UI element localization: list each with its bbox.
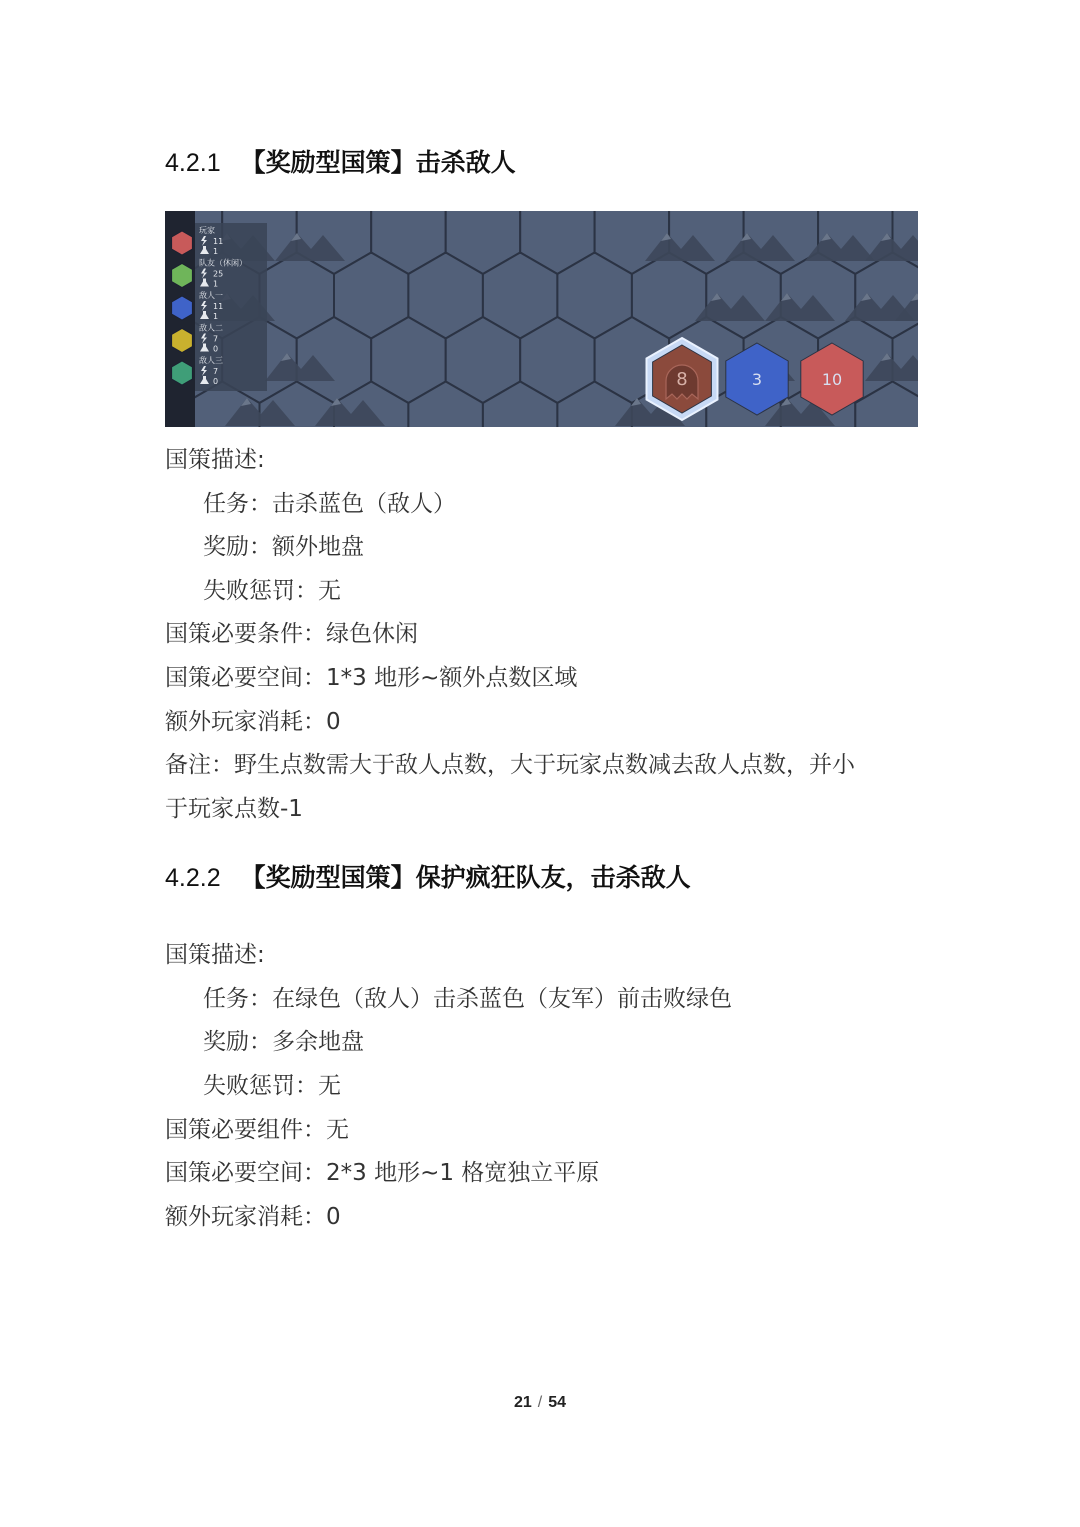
page-separator: / — [537, 1394, 543, 1411]
page-current: 21 — [513, 1394, 532, 1411]
condition-line: 国策必要条件：绿色休闲 — [165, 621, 418, 647]
page-footer — [0, 1394, 1080, 1412]
tile-value: 3 — [751, 370, 763, 389]
player-power: 7 — [213, 334, 219, 344]
player-name: 玩家 — [199, 226, 215, 235]
section-title: 【奖励型国策】保护疯狂队友，击杀敌人 — [240, 863, 691, 892]
tile-value: 10 — [821, 370, 843, 389]
note-line-2: 于玩家点数-1 — [165, 796, 303, 822]
player-units: 1 — [213, 247, 219, 256]
player-units: 0 — [213, 377, 219, 386]
board-tiles — [647, 338, 864, 420]
section-title: 【奖励型国策】击杀敌人 — [240, 148, 516, 177]
player-units: 1 — [213, 312, 219, 321]
desc-label: 国策描述: — [165, 942, 265, 968]
reward-line: 奖励：额外地盘 — [203, 534, 364, 560]
cost-line: 额外玩家消耗：0 — [165, 1204, 341, 1230]
player-name: 敌人一 — [199, 291, 223, 300]
player-name: 敌人三 — [199, 356, 223, 365]
task-line: 任务：击杀蓝色（敌人） — [203, 491, 456, 517]
space-line: 国策必要空间：1*3 地形~额外点数区域 — [165, 665, 578, 691]
penalty-line: 失败惩罚：无 — [203, 1073, 341, 1099]
reward-line: 奖励：多余地盘 — [203, 1029, 364, 1055]
page-total: 54 — [548, 1394, 567, 1411]
section-number: 4.2.1 — [165, 149, 221, 177]
player-name: 敌人二 — [199, 323, 223, 333]
tile-value: 8 — [676, 369, 688, 390]
player-units: 1 — [213, 279, 219, 289]
desc-label: 国策描述: — [165, 447, 265, 473]
space-line: 国策必要空间：2*3 地形~1 格宽独立平原 — [165, 1160, 600, 1186]
section-number: 4.2.2 — [165, 864, 221, 892]
task-line: 任务：在绿色（敌人）击杀蓝色（友军）前击败绿色 — [203, 986, 732, 1012]
player-name: 队友（休闲） — [199, 258, 247, 268]
player-power: 7 — [213, 367, 219, 376]
penalty-line: 失败惩罚：无 — [203, 578, 341, 604]
player-power: 11 — [213, 237, 224, 246]
note-line-1: 备注：野生点数需大于敌人点数，大于玩家点数减去敌人点数，并小 — [165, 752, 855, 778]
cost-line: 额外玩家消耗：0 — [165, 709, 341, 735]
section-heading-1 — [165, 143, 516, 179]
player-power: 25 — [213, 269, 224, 279]
section-heading-2 — [165, 858, 691, 894]
component-line: 国策必要组件：无 — [165, 1117, 349, 1143]
game-board-screenshot — [165, 211, 918, 427]
player-units: 0 — [213, 344, 219, 354]
player-power: 11 — [213, 302, 224, 311]
